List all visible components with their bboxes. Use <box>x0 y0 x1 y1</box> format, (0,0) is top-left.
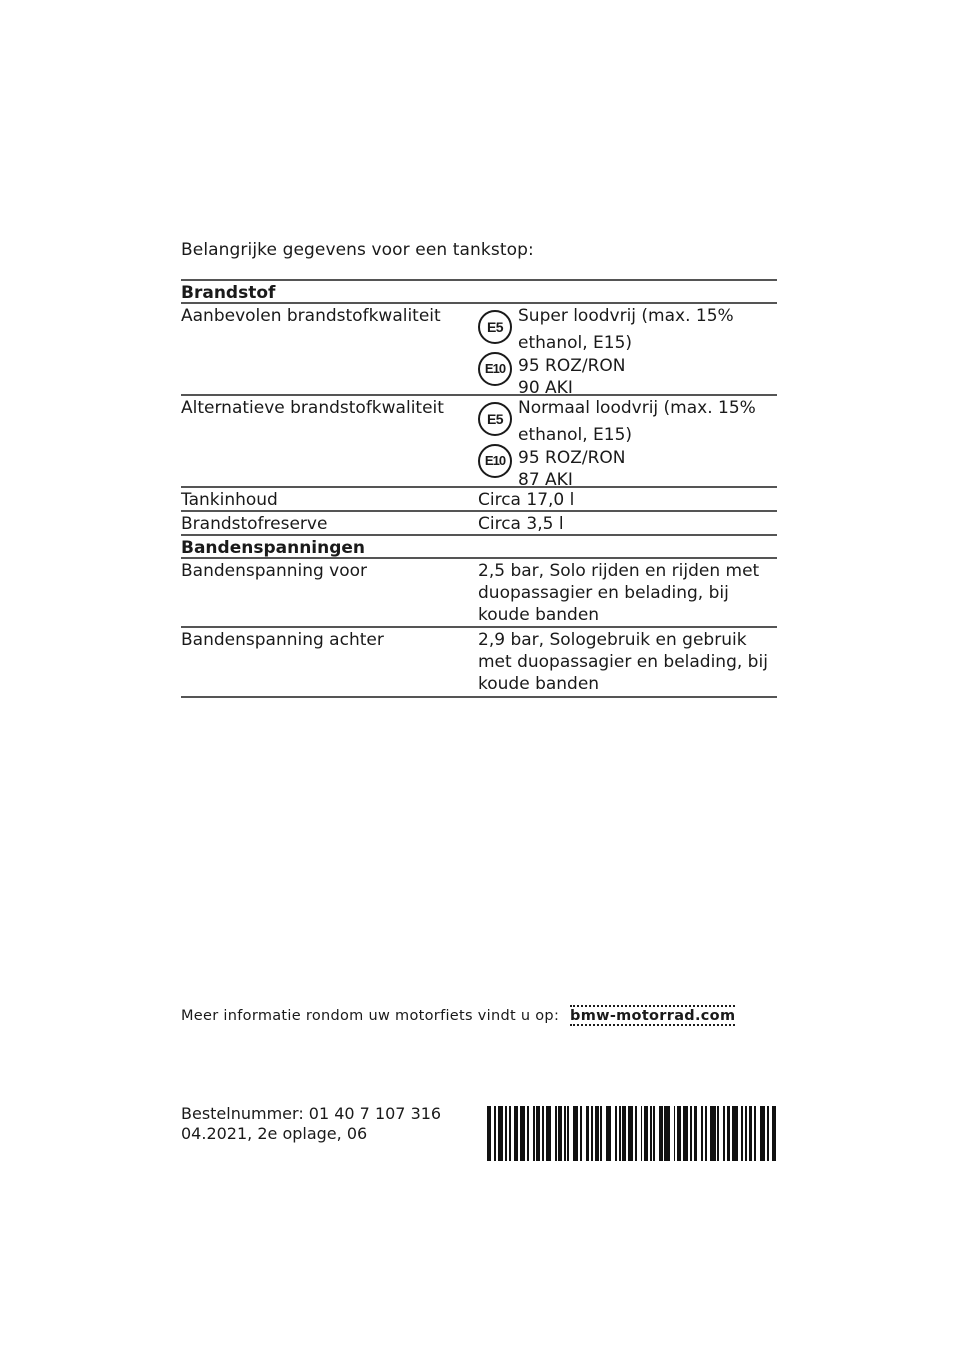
table-row-recommended-fuel <box>181 302 777 398</box>
e5-fuel-badge-icon: E5 <box>478 310 512 344</box>
fuel-line: 87 AKI <box>518 470 573 490</box>
fuel-line: Super loodvrij (max. 15% <box>518 306 734 326</box>
row-label: Bandenspanning voor <box>181 561 368 581</box>
fuel-line: 95 ROZ/RON <box>518 448 626 468</box>
fuel-description <box>518 396 777 490</box>
fuel-value <box>478 396 777 490</box>
fuel-badges <box>478 304 518 394</box>
section-title-tire-pressure: Bandenspanningen <box>181 538 366 558</box>
pressure-line: 2,9 bar, Sologebruik en gebruik <box>478 630 747 650</box>
pressure-line: met duopassagier en belading, bij <box>478 652 768 672</box>
table-row-rear-tire-pressure <box>181 626 777 698</box>
barcode-image <box>487 1106 777 1161</box>
fuel-line: 90 AKI <box>518 378 573 398</box>
table-row-fuel-reserve <box>181 510 777 534</box>
fuel-description <box>518 304 777 398</box>
intro-heading: Belangrijke gegevens voor een tankstop: <box>181 240 534 260</box>
fuel-value <box>478 304 777 398</box>
fuel-and-tire-spec-table <box>181 279 777 698</box>
row-label: Brandstofreserve <box>181 514 328 534</box>
row-value: Circa 3,5 l <box>478 514 564 534</box>
e10-fuel-badge-icon: E10 <box>478 352 512 386</box>
fuel-badges <box>478 396 518 486</box>
footer-info-text: Meer informatie rondom uw motorfiets vindt u op: <box>181 1008 560 1024</box>
pressure-line: 2,5 bar, Solo rijden en rijden met <box>478 561 760 581</box>
order-info <box>181 1104 441 1144</box>
pressure-line: koude banden <box>478 674 600 694</box>
row-label: Alternatieve brandstofkwaliteit <box>181 398 444 418</box>
edition-info: 04.2021, 2e oplage, 06 <box>181 1124 368 1143</box>
row-value <box>478 559 777 626</box>
order-number: Bestelnummer: 01 40 7 107 316 <box>181 1104 442 1123</box>
pressure-line: duopassagier en belading, bij <box>478 583 729 603</box>
row-value <box>478 628 777 696</box>
table-row-front-tire-pressure <box>181 557 777 626</box>
row-label: Bandenspanning achter <box>181 630 384 650</box>
pressure-line: koude banden <box>478 605 600 625</box>
fuel-line: Normaal loodvrij (max. 15% <box>518 398 756 418</box>
fuel-line: ethanol, E15) <box>518 333 633 353</box>
row-value: Circa 17,0 l <box>478 490 575 510</box>
table-row-tank-capacity <box>181 486 777 510</box>
website-link[interactable]: bmw-motorrad.com <box>570 1005 735 1026</box>
fuel-line: 95 ROZ/RON <box>518 356 626 376</box>
section-title-fuel: Brandstof <box>181 283 276 303</box>
row-label: Tankinhoud <box>181 490 278 510</box>
section-header-fuel <box>181 279 777 302</box>
footer-info <box>181 1008 735 1024</box>
e5-fuel-badge-icon: E5 <box>478 402 512 436</box>
table-row-alternative-fuel <box>181 394 777 490</box>
row-label: Aanbevolen brandstofkwaliteit <box>181 306 441 326</box>
section-header-tire-pressure <box>181 534 777 557</box>
e10-fuel-badge-icon: E10 <box>478 444 512 478</box>
fuel-line: ethanol, E15) <box>518 425 633 445</box>
